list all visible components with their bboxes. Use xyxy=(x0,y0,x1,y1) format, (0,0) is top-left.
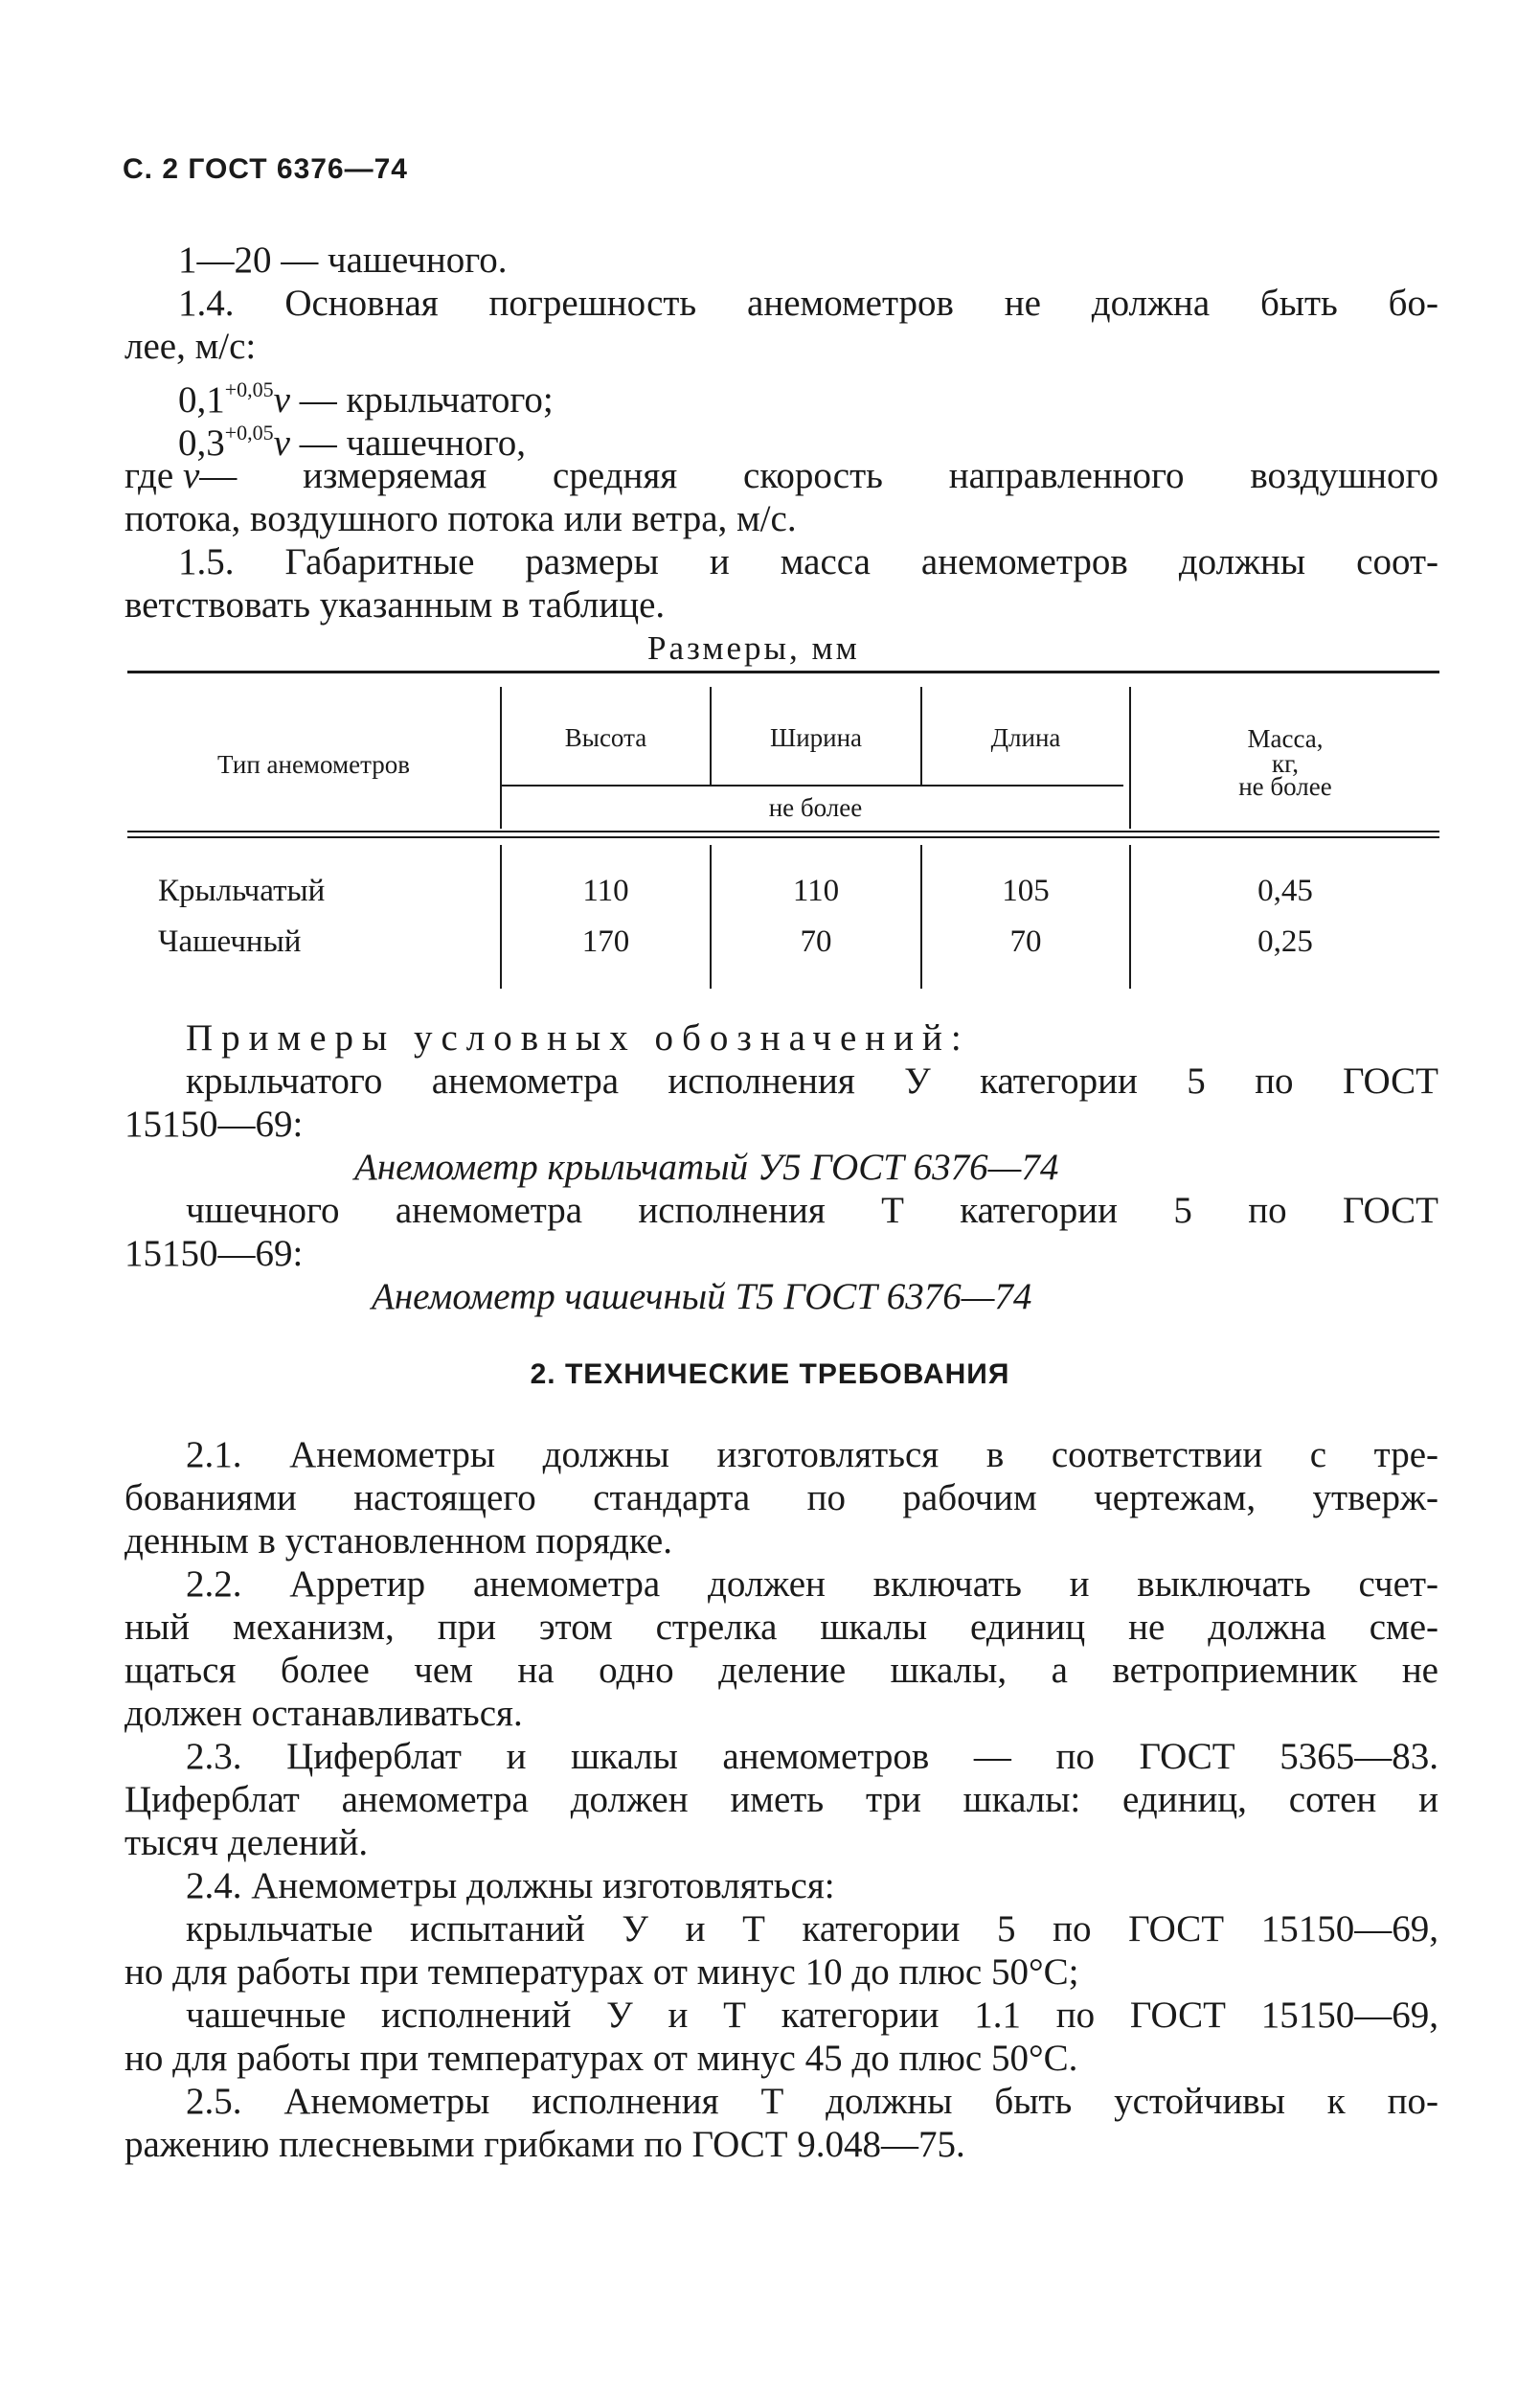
req-2-3-line-1: 2.3. Циферблат и шкалы анемометров — по ГОСТ 5365—83. xyxy=(186,1736,1438,1777)
formula-cup-var: v xyxy=(273,422,290,464)
para-1-4-line-1: 1.4. Основная погрешность анемометров не должна быть бо- xyxy=(178,283,1438,324)
req-2-4-line-5: но для работы при температурах от минус 45 до плюс 50°С. xyxy=(125,2038,1078,2079)
where-label: где xyxy=(125,455,183,496)
example-2-line-1: чшечного анемометра исполнения Т категории 5 по ГОСТ xyxy=(186,1190,1438,1231)
section-heading: 2. ТЕХНИЧЕСКИЕ ТРЕБОВАНИЯ xyxy=(530,1358,1010,1390)
th-type: Тип анемометров xyxy=(217,750,410,779)
formula-cup-base: 0,3 xyxy=(178,422,225,464)
table-caption: Размеры, мм xyxy=(647,629,860,667)
row-vane-length: 105 xyxy=(1002,874,1050,908)
formula-vane-tail: — крыльчатого; xyxy=(289,379,554,421)
req-2-3-line-3: тысяч делений. xyxy=(125,1822,369,1863)
row-vane-mass: 0,45 xyxy=(1257,874,1313,908)
formula-vane-var: v xyxy=(273,379,290,421)
req-2-1-line-3: денным в установленном порядке. xyxy=(125,1520,672,1562)
table-vline-2-body xyxy=(710,845,712,989)
req-2-4-line-1: 2.4. Анемометры должны изготовляться: xyxy=(186,1865,835,1906)
row-vane-width: 110 xyxy=(792,874,840,908)
row-vane-height: 110 xyxy=(582,874,629,908)
table-vline-3-body xyxy=(920,845,922,989)
para-1-5-line-1: 1.5. Габаритные размеры и масса анемометров должны соот- xyxy=(178,541,1438,582)
table-vline-1-body xyxy=(500,845,502,989)
formula-vane-base: 0,1 xyxy=(178,379,225,421)
req-2-4-line-3: но для работы при температурах от минус 10 до плюс 50°С; xyxy=(125,1951,1079,1993)
example-1-line-2: 15150—69: xyxy=(125,1104,304,1145)
where-var: v xyxy=(182,455,200,496)
formula-cup-tail: — чашечного, xyxy=(289,422,527,464)
row-cup-length: 70 xyxy=(1009,924,1042,959)
where-line-1 xyxy=(125,453,1438,499)
where-line-2: потока, воздушного потока или ветра, м/с. xyxy=(125,498,797,539)
example-1-designation: Анемометр крыльчатый У5 ГОСТ 6376—74 xyxy=(354,1147,1059,1188)
th-width: Ширина xyxy=(769,723,863,752)
th-length: Длина xyxy=(990,723,1061,752)
req-2-2-line-3: щаться более чем на одно деление шкалы, а ветроприемник не xyxy=(125,1650,1438,1691)
example-1-line-1: крыльчатого анемометра исполнения У категории 5 по ГОСТ xyxy=(186,1060,1438,1102)
req-2-1-line-2: бованиями настоящего стандарта по рабочим чертежам, утверж- xyxy=(125,1477,1438,1518)
table-top-rule xyxy=(127,671,1439,673)
req-2-5-line-2: ражению плесневыми грибками по ГОСТ 9.048—75. xyxy=(125,2124,965,2165)
where-text: — измеряемая средняя скорость направленного воздушного xyxy=(199,455,1438,496)
example-2-designation: Анемометр чашечный Т5 ГОСТ 6376—74 xyxy=(372,1276,1032,1317)
example-2-line-2: 15150—69: xyxy=(125,1233,304,1274)
table-subheader-rule xyxy=(501,785,1123,787)
table-header-rule-1 xyxy=(127,831,1439,832)
req-2-1-line-1: 2.1. Анемометры должны изготовляться в соответствии с тре- xyxy=(186,1434,1438,1475)
req-2-4-line-2: крыльчатые испытаний У и Т категории 5 по ГОСТ 15150—69, xyxy=(186,1908,1438,1949)
req-2-4-line-4: чашечные исполнений У и Т категории 1.1 по ГОСТ 15150—69, xyxy=(186,1995,1438,2036)
para-1-5-line-2: ветствовать указанным в таблице. xyxy=(125,584,666,626)
req-2-3-line-2: Циферблат анемометра должен иметь три шкалы: единиц, сотен и xyxy=(125,1779,1438,1820)
row-vane-type: Крыльчатый xyxy=(158,874,326,908)
th-subheader: не более xyxy=(768,793,863,822)
dimensions-table xyxy=(127,671,1439,996)
req-2-2-line-2: ный механизм, при этом стрелка шкалы единиц не должна сме- xyxy=(125,1607,1438,1648)
para-1-4-line-2: лее, м/с: xyxy=(125,326,257,367)
th-mass-2: кг, xyxy=(1272,749,1299,778)
table-header-rule-2 xyxy=(127,836,1439,838)
formula-vane-sup: +0,05 xyxy=(224,377,274,401)
req-2-2-line-4: должен останавливаться. xyxy=(125,1693,523,1734)
row-cup-height: 170 xyxy=(581,924,630,959)
page-header: С. 2 ГОСТ 6376—74 xyxy=(123,153,408,185)
line-1-20: 1—20 — чашечного. xyxy=(178,239,508,281)
row-cup-type: Чашечный xyxy=(158,924,302,959)
req-2-2-line-1: 2.2. Арретир анемометра должен включать и выключать счет- xyxy=(186,1563,1438,1605)
th-mass-3: не более xyxy=(1238,772,1332,801)
formula-cup-sup: +0,05 xyxy=(224,421,274,445)
examples-title: Примеры условных обозначений: xyxy=(186,1017,970,1059)
row-cup-mass: 0,25 xyxy=(1257,924,1313,959)
row-cup-width: 70 xyxy=(800,924,832,959)
th-height: Высота xyxy=(564,723,647,752)
req-2-5-line-1: 2.5. Анемометры исполнения Т должны быть устойчивы к по- xyxy=(186,2081,1438,2122)
table-vline-4-body xyxy=(1129,845,1131,989)
th-mass-1: Масса, xyxy=(1247,724,1324,753)
